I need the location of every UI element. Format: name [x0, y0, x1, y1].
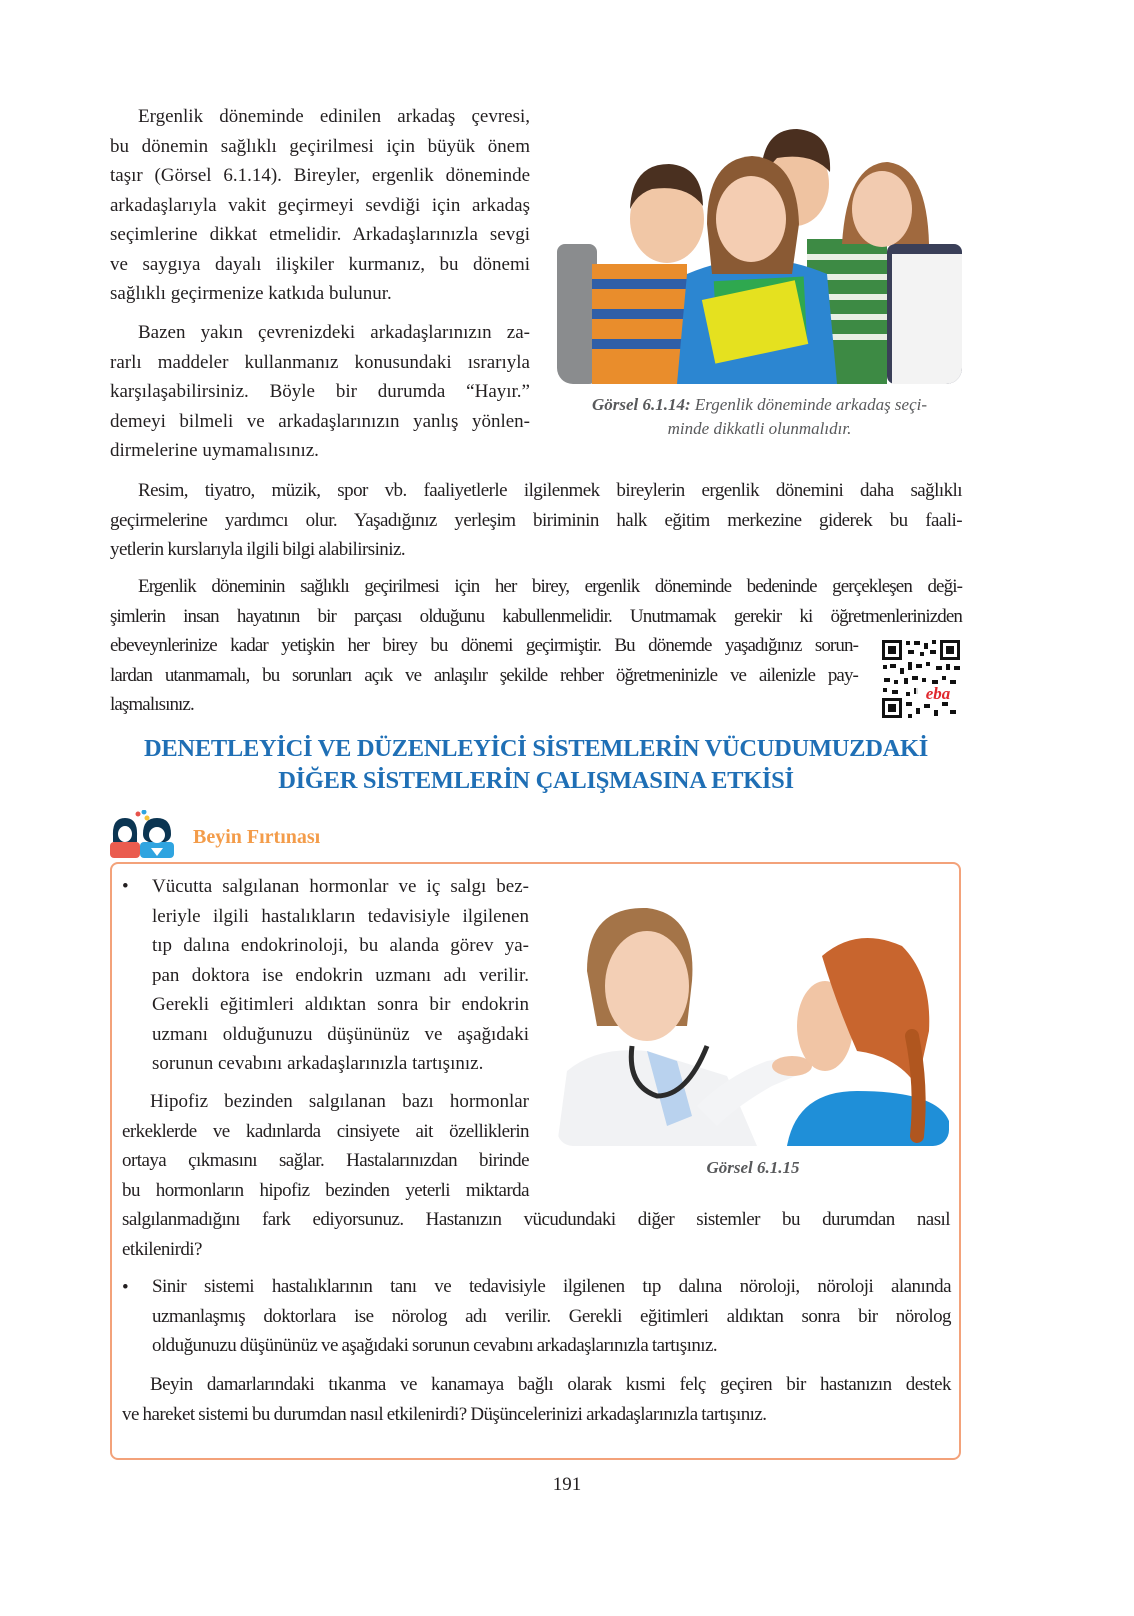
page-number: 191: [552, 1474, 582, 1495]
text-line: sorunun cevabını arkadaşlarınızla tartışınız.: [152, 1053, 484, 1074]
caption-text: Ergenlik döneminde arkadaş seçi-: [690, 395, 928, 414]
text-line: sağlıklı geçirmenize katkıda bulunur.: [110, 283, 392, 304]
text-line: Sinir sistemi hastalıklarının tanı ve tedavisiyle ilgilenen tıp dalına nöroloji, nöroloji alanında: [152, 1276, 951, 1297]
text-line: demeyi bilmeli ve arkadaşlarınızın yanlış yönlen-: [110, 410, 530, 432]
text-line: erkeklerde ve kadınlarda cinsiyete ait özelliklerin: [122, 1120, 529, 1142]
text-line: yetlerin kurslarıyla ilgili bilgi alabilirsiniz.: [110, 539, 406, 560]
text-line: şimlerin insan hayatının bir parçası olduğunu kabullenmelidir. Unutmamak gerekir ki öğretmenlerinizden: [110, 605, 962, 627]
text-line: Bazen yakın çevrenizdeki arkadaşlarınızın za-: [138, 322, 530, 343]
brainstorm-title: Beyin Fırtınası: [193, 826, 321, 848]
text-line: karşılaşabilirsiniz. Böyle bir durumda “Hayır.”: [110, 381, 530, 402]
text-line: ortaya çıkmasını sağlar. Hastalarınızdan birinde: [122, 1150, 529, 1171]
text-line: rarlı maddeler kullanmanız konusundaki ısrarıyla: [110, 351, 530, 373]
paragraph-acceptance: [110, 572, 962, 720]
text-line: tıp dalına endokrinoloji, bu alanda görev ya-: [152, 935, 529, 956]
text-line: etkilenirdi?: [122, 1238, 202, 1260]
text-line: uzmanı olduğunuzu düşününüz ve aşağıdaki: [152, 1023, 529, 1045]
caption-text: minde dikkatli olunmalıdır.: [667, 419, 852, 438]
brainstorm-item-endocrinology: [152, 872, 529, 1079]
qr-code-icon: [880, 638, 962, 720]
text-line: Ergenlik döneminin sağlıklı geçirilmesi için her birey, ergenlik döneminde bedeninde gerçekleşen deği-: [138, 576, 962, 597]
text-line: Ergenlik döneminde edinilen arkadaş çevresi,: [138, 106, 530, 127]
brainstorm-question-stroke: [122, 1370, 951, 1429]
text-line: seçimlerine dikkat etmelidir. Arkadaşlarınızla sevgi: [110, 224, 530, 245]
text-line: taşır (Görsel 6.1.14). Bireyler, ergenlik döneminde: [110, 165, 530, 186]
text-line: ve hareket sistemi bu durumdan nasıl etkilenirdi? Düşüncelerinizi arkadaşlarınızla tartışınız.: [122, 1403, 767, 1425]
text-line: Resim, tiyatro, müzik, spor vb. faaliyetlerle ilgilenmek bireylerin ergenlik dönemini daha sağlıklı: [138, 480, 962, 501]
brainstorm-children-icon: [110, 810, 176, 858]
paragraph-friend-circle: [110, 102, 530, 309]
text-line: geçirmelerine yardımcı olur. Yaşadığınız yerleşim biriminin halk eğitim merkezine giderek bu faali-: [110, 509, 962, 531]
text-line: Beyin damarlarındaki tıkanma ve kanamaya bağlı olarak kısmi felç geçiren bir hastanızın destek: [150, 1374, 951, 1395]
teens-photo: [557, 114, 962, 384]
text-line: salgılanmadığını fark ediyorsunuz. Hastanızın vücudundaki diğer sistemler bu durumdan nasıl: [122, 1209, 950, 1230]
text-line: arkadaşlarıyla vakit geçirmeyi sevdiği için arkadaş: [110, 194, 530, 216]
text-line: dirmelerine uymamalısınız.: [110, 440, 319, 461]
text-line: ve saygıya dayalı ilişkiler kurmanız, bu dönemi: [110, 253, 530, 275]
heading-line: DİĞER SİSTEMLERİN ÇALIŞMASINA ETKİSİ: [278, 767, 794, 794]
caption-label: Görsel 6.1.14:: [591, 395, 691, 414]
figure-caption-6-1-15: Görsel 6.1.15: [706, 1158, 800, 1177]
eba-logo: eba: [925, 684, 951, 703]
text-line: laşmalısınız.: [110, 694, 194, 715]
figure-caption-6-1-14: [557, 393, 962, 441]
text-line: bu hormonların hipofiz bezinden yeterli miktarda: [122, 1179, 529, 1201]
brainstorm-item-neurology: [152, 1272, 951, 1361]
bullet-icon: •: [122, 876, 129, 897]
heading-line: DENETLEYİCİ VE DÜZENLEYİCİ SİSTEMLERİN VÜCUDUMUZDAKİ: [144, 735, 928, 762]
text-line: lardan utanmamalı, bu sorunları açık ve anlaşılır şekilde rehber öğretmeninizle ve ailenizle pay-: [110, 664, 858, 686]
text-line: bu dönemin sağlıklı geçirilmesi için büyük önem: [110, 135, 530, 157]
paragraph-activities: [110, 476, 962, 565]
text-line: ebeveynlerinize kadar yetişkin her birey bu dönemi geçirmiştir. Bu dönemde yaşadığınız sorun-: [110, 635, 858, 656]
text-line: Gerekli eğitimleri aldıktan sonra bir endokrin: [152, 994, 529, 1015]
text-line: leriyle ilgili hastalıkların tedavisiyle ilgilenen: [152, 905, 529, 927]
paragraph-say-no: [110, 318, 530, 466]
text-line: Vücutta salgılanan hormonlar ve iç salgı bez-: [152, 876, 529, 897]
text-line: Hipofiz bezinden salgılanan bazı hormonlar: [150, 1091, 529, 1112]
eba-qr-code[interactable]: [880, 638, 962, 720]
text-line: pan doktora ise endokrin uzmanı adı verilir.: [152, 964, 529, 986]
doctor-examining-patient-photo: [557, 886, 949, 1146]
bullet-icon: •: [122, 1277, 129, 1298]
text-line: uzmanlaşmış doktorlara ise nörolog adı verilir. Gerekli eğitimleri aldıktan sonra bir nörolog: [152, 1305, 951, 1327]
text-line: olduğunuzu düşününüz ve aşağıdaki sorunun cevabını arkadaşlarınızla tartışınız.: [152, 1335, 718, 1356]
section-heading: [110, 733, 962, 797]
